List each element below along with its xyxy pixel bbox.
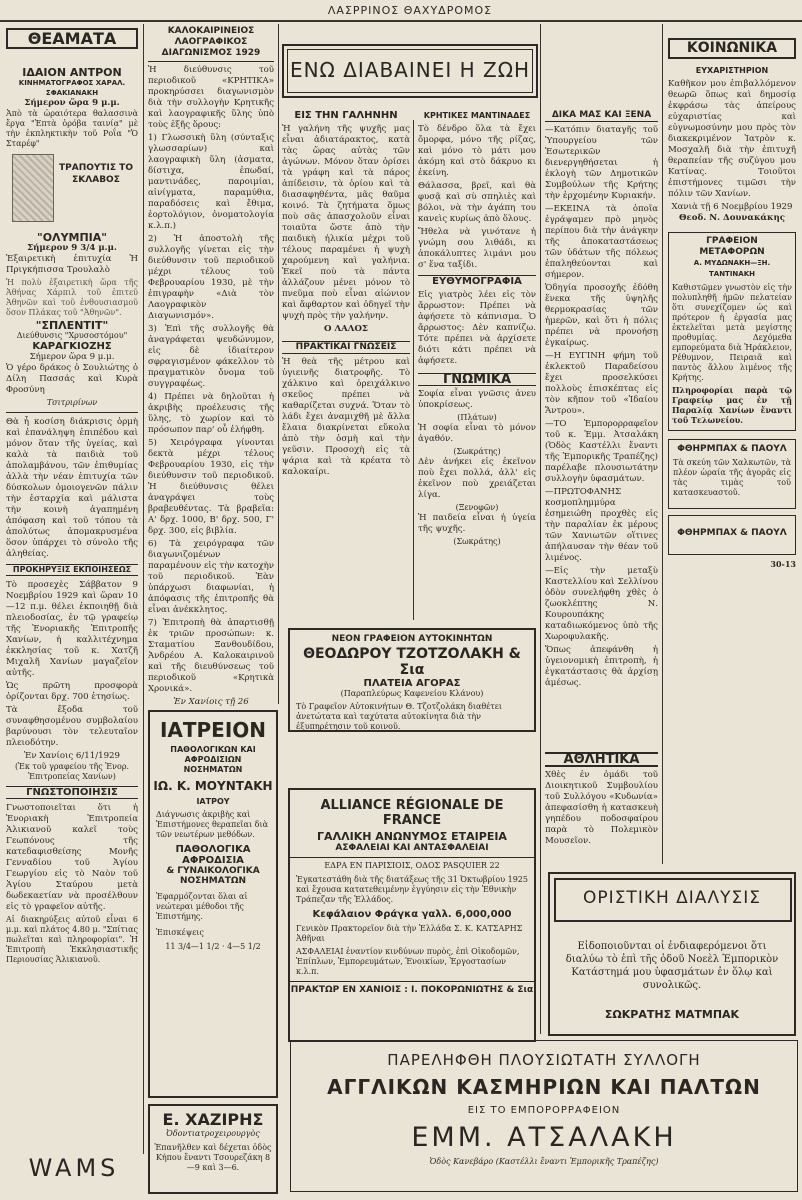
verse: Τὸ δένδρο ὅλα τὰ ἔχει ὄμορφα, μόνο τῆς ρίζας, καὶ μόνο τὸ μάτι μου ἀκόμη καὶ στὸ δάκρυο κι ἐκείνη.	[418, 124, 536, 178]
ad-number: 30-13	[770, 559, 796, 569]
masthead: ΛΑΣΡΡΙΝΟΣ ΘΑΧΥΔΡΟΜΟΣ	[327, 4, 493, 17]
news-item: —Εἰς τὴν μεταξὺ Καστελλίου καὶ Σελλίνου ὁδὸν συνελήφθη χθὲς ὁ ζωοκλέπτης Ν. Κουρουπάκης καταδιωκόμενος ὑπὸ τῆς Χωροφυλακῆς.	[545, 566, 658, 642]
notice-title: ΓΝΩΣΤΟΠΟΙΗΣΙΣ	[6, 786, 138, 799]
cinema-time: Σήμερον 9 3/4 μ.μ.	[27, 243, 117, 253]
column-theatre	[6, 26, 138, 1196]
paragraph: 2) Ἡ ἀποστολὴ τῆς συλλογῆς γίνεται εἰς τὴν διεύθυνσιν τοῦ περιοδικοῦ μέχρι τέλους τοῦ Φεβρουαρίου 1930, μὲ τὴν ἐπιγραφὴν «Διὰ τὸν Λαογραφικὸν Διαγωνισμόν».	[148, 234, 274, 321]
insurance-company: ALLIANCE RÉGIONALE DE FRANCE	[320, 798, 504, 828]
theatre2-title: "ΣΠΛΕΝΤΙΤ"	[35, 319, 109, 332]
verse: Ἤθελα νὰ γινότανε ἡ γνώμη σου λιθάδι, κι ἀποκάλυπτες λιμάνι μου σ' ἕνα ταξίδι.	[418, 227, 536, 270]
column-sports	[545, 752, 658, 862]
notice-text: Γνωστοποιεῖται ὅτι ἡ Ἐνοριακὴ Ἐπιτροπεία Ἁλικιανοῦ καλεῖ τοὺς Γεωπόνους τῆς κατεδαφισθείσης Μονῆς Γενναδίου τοῦ Ἁγίου Γεωργίου εἰς τὸ Ναὸν τοῦ Ἁγίου Σταύρου μετὰ δωδεκαετίαν νὰ προσέλθουν εἰς τὸ γραφεῖον αὐτῆς.	[6, 803, 138, 912]
clinic-text: Διάγνωσις ἀκριβὴς καὶ Ἐπιστήμονες θεραπεῖαι διὰ τῶν νεωτέρων μεθόδων.	[156, 810, 268, 839]
news-item: —Κατόπιν διαταγῆς τοῦ Ὑπουργείου τῶν Ἐσωτερικῶν διενεργηθήσεται ἡ ἐκλογὴ τῶν Δημοτικῶν Συμβούλων τῆς Κρήτης τὴν ἐρχομένην Κυριακήν.	[545, 125, 658, 201]
paragraph: Ἡ γαλήνη τῆς ψυχῆς μας εἶναι ἀδιατάρακτος, κατὰ τὰς ὥρας αὐτὰς τῶν ἀγώνων. Μόνον ὅταν ὁρίσει τὰ γράφη καὶ τὰ πάρος ἀπίδεισιν, τὰ ὁρίου καὶ τὰ διασαφηθέντα, μᾶς θαῦμα κοινό. Τὰ ζητήματα ὅμως ποὺ σᾶς ἀπασχολοῦν εἶναι τοιαῦτα ὥστε ἀπὸ τὴν παιδικὴ ἡλικία μέχρι τοῦ τέλους παραμένει ἡ ψυχὴ χαρούμενη καὶ γαλήνια. Ἐκεῖ ποὺ τὰ πάντα ἀλλάζουν μένει μόνον τὸ πνεῦμα ποὺ εἶναι αἰώνιον καὶ ἄφθαρτον καὶ ὁδηγεῖ τὴν ψυχὴ πρὸς τὴν γαλήνην.	[282, 124, 410, 321]
show-text: Ἀπὸ τὰ ὡραιότερα θαλασσινὰ ἔργα "Ἑπτὰ ὁρόβα ταινία" μὲ τὴν ἐκπληκτικὴν τοῦ Ροΐα "Ὁ Σταρέφ"	[6, 109, 138, 148]
clinic-service: ΠΑΘΟΛΟΓΙΚΑ	[175, 844, 251, 855]
wams-logo: WAMS	[28, 1154, 120, 1182]
doctor-role: ΙΑΤΡΟΥ	[196, 797, 230, 806]
closing-text: Εἰδοποιοῦνται οἱ ἐνδιαφερόμενοι ὅτι διαλύω τὸ ἐπὶ τῆς ὁδοῦ Νοεὲλ Ἐμπορικὸν Κατάστημά μου ὑφασμάτων ἐν ὅλῳ καὶ συνολικῶς.	[565, 941, 779, 991]
theatre-subtitle: ΚΙΝΗΜΑΤΟΓΡΑΦΟΣ ΧΑΡΑΛ. ΣΦΑΚΙΑΝΑΚΗ	[18, 79, 126, 97]
shop-title: ΦΘΗΡΜΠΑΧ & ΠΑΟΥΛ	[677, 444, 787, 454]
paragraph: 7) Ἐπιτροπὴ θὰ ἀπαρτισθῇ ἐκ τριῶν προσώπων: κ. Σταματίου Ξανθουδίδου, Ἀνδρέου Α. Καλοκαιρινοῦ καὶ τῆς διευθύνσεως τοῦ περιοδικοῦ «Κρητικὰ Χρονικά».	[148, 618, 274, 694]
clinic-subtitle: ΠΑΘΟΛΟΓΙΚΩΝ ΚΑΙ ΑΦΡΟΔΙΣΙΩΝ ΝΟΣΗΜΑΤΩΝ	[170, 745, 256, 774]
subsection-title: ΓΝΩΜΙΚΑ	[418, 373, 536, 386]
cinema-title: "ΟΛΥΜΠΙΑ"	[36, 231, 108, 244]
tailor-line-3: ΕΙΣ ΤΟ ΕΜΠΟΡΟΡΡΑΦΕΙΟΝ	[467, 1105, 621, 1116]
maxim-author: (Ξενοφῶν)	[455, 503, 499, 512]
paragraph: 1) Γλωσσικὴ ὕλη (σύνταξις γλωσσαρίων) καὶ λαογραφικὴ ὕλη (ἀσματα, δίστιχα, ἐπωδαί, μαντινάδες, παροιμίαι, αἰνίγματα, παραμύθια, παραδόσεις καὶ ἔθιμα, ἑορτολόγιον, ὀνοματολογία κ.λ.π.)	[148, 133, 274, 231]
news-item: Ὅπως ἀπεφάνθη ἡ ὑγειονομικὴ ἐπιτροπὴ, ἡ ἐγκατάστασις θὰ ἀρχίσῃ ἀμέσως.	[545, 645, 658, 688]
maxim-author: (Σωκράτης)	[453, 537, 501, 546]
paragraph: 5) Χειρόγραφα γίνονται δεκτὰ μέχρι τέλους Φεβρουαρίου 1930, εἰς τὴν διεύθυνσιν τοῦ περιοδικοῦ. Ἡ διεύθυνσις θέλει ἀναγράψει τοὺς βραβευθέντας. Τὰ βραβεῖα: Α' δρχ. 1000, Β' δρχ. 500, Γ' δρχ. 300, εἰς βιβλία.	[148, 438, 274, 536]
rule	[6, 412, 138, 413]
subsection-title: ΕΙΣ ΤΗΝ ΓΑΛΗΝΗΝ	[294, 110, 398, 121]
divider	[662, 24, 663, 864]
divider	[278, 24, 279, 704]
clinic-hours-label: Ἐπισκέψεις	[156, 928, 204, 937]
section-heading: ΔΙΚΑ ΜΑΣ ΚΑΙ ΞΕΝΑ	[545, 110, 658, 122]
column-life	[282, 110, 410, 614]
shop-advert-2	[668, 515, 796, 555]
maxim: Σοφία εἶναι γνῶσις ἀνευ ὑποκρίσεως.	[418, 389, 536, 410]
body-text: Θὰ ἦ κοσίση διάκρισις ὁρμὴ καὶ ἐπανάληψη ἐπιπέδου καὶ μόνον ὅταν τῆς ὑγείας, καὶ καλὰ τὰ παιδιὰ τοῦ ἀπολαμβάνου, τῶν ἐπιθυμίας ἀλλὰ τὴν νέαν ἐπιτυχία τῶν δύσκολων ὁμοιογενῶν πάλιν τὴν ἐσταρχία καὶ μάλιστα τὴν κοινὴ ἀγαπημένη ἀπόφαση καὶ τοῦ τόπου τὰ ἀπολύτως ἀπομακρυσμένα ὅσον ὑπάρχει τὸ σύνολο τῆς ἀληθείας.	[6, 417, 138, 559]
portrait-illustration	[12, 154, 54, 222]
sports-item: Χθὲς ἐν ὁμάδι τοῦ Διοικητικοῦ Συμβουλίου τοῦ Συλλόγου «Κυδωνία» ἀπεφασίσθη ἡ κατασκευὴ γηπέδου ποδοσφαίρου παρὰ τὸ Πολεμικὸν Μουσεῖον.	[545, 770, 658, 846]
divider	[413, 120, 414, 620]
cinema-text: Ἐξαιρετικὴ ἐπιτυχία Ἡ Πριγκήπισσα Τρουλαλὸ	[6, 254, 138, 275]
taxi-office-advert	[288, 628, 536, 732]
clinic-text-2: Ἐφαρμόζονται ὅλαι αἱ νεώτεραι μέθοδοι τῆς Ἐπιστήμης.	[156, 892, 248, 921]
announcement-office: (Ἐκ τοῦ γραφείου τῆς Ἐνορ. Ἐπιτροπείας Χανίων)	[14, 762, 130, 781]
paragraph: Ἡ θεὰ τῆς μέτρου καὶ ὑγιεινῆς διατροφῆς. Τὸ χάλκινο καὶ ὀρειχάλκινο σκεῦος πρέπει νὰ καθαρίζεται συχνά. Ὅταν τὸ λάδι ἔχει ἀναμιχθῆ μὲ ἄλλα ἔλαια διακρίνεται εὔκολα ἀπὸ τὴν ὀσμὴ καὶ τὴν γεῦσιν. Προσοχὴ εἰς τὰ ψάρια καὶ τὰ κρέατα τὸ καλοκαίρι.	[282, 357, 410, 477]
paragraph: 3) Ἐπὶ τῆς συλλογῆς θὰ ἀναγράφεται ψευδώνυμον, εἰς δὲ ἰδιαίτερον σφραγισμένον φάκελλον τὸ πραγματικὸν ὄνομα τοῦ συγγραφέως.	[148, 324, 274, 389]
insurance-advert	[288, 788, 536, 1042]
subsection-title: ΕΥΧΑΡΙΣΤΗΡΙΟΝ	[695, 66, 769, 75]
notice-text-2: Αἱ διακηρύξεις αὐτοῦ εἶναι 6 μ.μ. καὶ πλάτος 4.80 μ. "Σπίτιας πωλεῖται καὶ πληροφορίαι". Ἡ Ἐπιτροπὴ Ἐκκλησιαστικῆς Περιουσίας Ἁλικιανοῦ.	[6, 915, 138, 964]
shop-title: ΦΘΗΡΜΠΑΧ & ΠΑΟΥΛ	[677, 528, 787, 538]
maxim-author: (Πλάτων)	[457, 413, 497, 422]
paragraph: Ἡ διεύθυνσις τοῦ περιοδικοῦ «ΚΡΗΤΙΚΑ» προκηρύσσει διαγωνισμὸν διὰ τὴν συλλογὴν Κρητικῆς καὶ λαογραφικῆς ὕλης ὑπὸ τοὺς ἑξῆς ὅρους:	[148, 65, 274, 130]
dentist-name: Ε. ΧΑΖΙΡΗΣ	[162, 1110, 264, 1129]
clinic-advert	[148, 710, 278, 1098]
subsection-title: ΚΡΗΤΙΚΕΣ ΜΑΝΤΙΝΑΔΕΣ	[423, 111, 531, 120]
news-item: —Η ΕΥΓΙΝΗ φήμη τοῦ ἐκλεκτοῦ Παραδείσου ἔχει προσελκύσει πολλοὺς ἐπισκέπτας εἰς τὸν κῆπον τοῦ «Ἰδαίου Ἄντρου».	[545, 351, 658, 416]
theatre2-direction: Διεύθυνσις "Χρυσοστόμου"	[16, 331, 128, 340]
section-heading: ΘΕΑΜΑΤΑ	[6, 28, 138, 49]
theatre-title: ΙΔΑΙΟΝ ΑΝΤΡΟΝ	[22, 66, 122, 79]
column-folklore	[148, 26, 274, 706]
clinic-service: ΑΦΡΟΔΙΣΙΑ	[182, 855, 244, 866]
announcement-text-3: Τὰ ἔξοδα τοῦ συναφθησομένου συμβολαίου βαρύνουσι τὸν τελευταῖον πλειοδότην.	[6, 705, 138, 748]
subsection-title: ΠΡΑΚΤΙΚΑΙ ΓΝΩΣΕΙΣ	[282, 341, 410, 354]
signature-date: Ἐν Χανίοις τῇ 26	[173, 697, 249, 706]
insurance-text: Ἐγκατεστάθη διὰ τῆς διατάξεως τῆς 31 Ὀκτωβρίου 1925 καὶ ἔχουσα κατατεθειμένην ἐγγύησιν εἰς τὴν Ἐθνικὴν Τράπεζαν τῆς Ἑλλάδος.	[296, 875, 528, 904]
maxim: Δὲν ἀνήκει εἰς ἐκεῖνον ποὺ ἔχει πολλά, ἀλλ' εἰς ἐκεῖνον ποὺ χρειάζεται λίγα.	[418, 457, 536, 500]
cinema-note: Ἡ πολὺ ἐξαιρετικὴ ὥρα τῆς Ἀθήνας Χάρπιλ τοῦ ἐπιτεῦ Ἀθηνῶν καὶ τοῦ ἐνθουσιασμοῦ ὅσον Πλάκας τοῦ "Ἀθηνῶν".	[6, 278, 138, 317]
karagiozis-text: Ὁ γέρο δράκος ὁ Σουλιώτης ὁ Δίλη Πασσάς καὶ Κυρὰ Φροσύνη	[6, 363, 138, 395]
banner-box	[282, 44, 538, 98]
paragraph: Καθῆκον μου ἐπιβαλλόμενον θεωρῶ ὅπως καὶ δημοσίᾳ ἐκφράσω τὰς ἀπείρους εὐχαριστίας καὶ εὐγνωμοσύνην μου πρὸς τὸν διακεκριμένον Ἰατρὸν κ. Μοσχαλῆ διὰ τὴν ἐπιτυχῆ θεραπείαν τῆς συζύγου μου Κατίνας. Τοιοῦτοι ἐπιστήμονες τιμῶσι τὴν πόλιν τῶν Χανίων.	[668, 79, 796, 199]
transport-text: Καθιστῶμεν γνωστὸν εἰς τὴν πολυπληθῆ ἡμῶν πελατείαν ὅτι συνεχίζομεν ὡς καὶ πρότερον ἡ ἐργασία μας ἐκτελεῖται μετὰ μεγίστης προθυμίας. Δεχόμεθα εμπορεύματα διὰ Ἡράκλειον, Ρέθυμνον, Πειραιᾶ καὶ παντὸς ἄλλου λιμένος τῆς Κρήτης.	[672, 283, 792, 382]
closing-sale-advert	[548, 872, 796, 1036]
news-item: —ΤΟ Ἐμπορορραφεῖον τοῦ κ. Ἐμμ. Ἀτσαλάκη (Ὁδὸς Καστέλλι ἔναντι τῆς Ἐμπορικῆς Τραπέζης) παρέλαβε πλουσιωτάτην συλλογὴν ὑφασμάτων.	[545, 419, 658, 484]
clinic-hours: 11 3/4—1 1/2 · 4—5 1/2	[165, 942, 261, 951]
insurance-address: ΕΔΡΑ ΕΝ ΠΑΡΙΣΙΟΙΣ, ΟΔΟΣ PASQUIER 22	[290, 857, 534, 871]
news-item: Ὁδηγία προσοχῆς ἐδόθη ἕνεκα τῆς ὑψηλῆς θερμοκρασίας τῶν ἡμερῶν, καὶ ὅτι ἡ πόλις πρέπει νὰ προνοήσῃ ἐγκαίρως.	[545, 283, 658, 348]
transport-sub: Α. ΜΥΔΩΝΑΚΗ—ΞΗ. ΤΑΝΤΙΝΑΚΗ	[693, 259, 771, 278]
paragraph: 4) Πρέπει νὰ δηλοῦται ἡ ἀκριβὴς προέλευσις τῆς ὕλης, τὸ χωρίον καὶ τὸ πρόσωπον παρ' οὗ ἐλήφθη.	[148, 392, 274, 435]
dentist-advert	[148, 1104, 278, 1194]
insurance-sub-2: ΑΣΦΑΛΕΙΑΙ ΚΑΙ ΑΝΤΑΣΦΑΛΕΙΑΙ	[335, 843, 489, 853]
film-advert-image	[6, 152, 138, 224]
transport-title: ΓΡΑΦΕΙΟΝ ΜΕΤΑΦΟΡΩΝ	[699, 236, 765, 257]
announcement-text: Τὸ προσεχὲς Σάββατον 9 Νοεμβρίου 1929 καὶ ὥραν 10—12 π.μ. θέλει ἐκποιηθῇ διὰ πλειοδοσίας, ἐν τῷ γραφείῳ τῆς Ἐνοριακῆς Ἐπιτροπῆς Χανίων, ἡ καλλιτέχνημα ἐκκλησίας τοῦ κ. Χατζῆ Μιχαλῆ Χανίων μαγαζεῖον αὐτῆς.	[6, 580, 138, 678]
insurance-text-2: Γενικὸν Πρακτορεῖον διὰ τὴν Ἑλλάδα Σ. Κ. ΚΑΤΣΑΡΗΣ Ἀθῆναι	[296, 924, 523, 943]
closing-sign: ΣΩΚΡΑΤΗΣ ΜΑΤΜΠΑΚ	[604, 1008, 740, 1021]
section-heading: ΚΑΛΟΚΑΙΡΙΝΕΙΟΣ ΛΑΟΓΡΑΦΙΚΟΣ ΔΙΑΓΩΝΙΣΜΟΣ 1929	[148, 26, 274, 62]
tailor-line-2: ΑΓΓΛΙΚΩΝ ΚΑΣΜΗΡΙΩΝ ΚΑΙ ΠΑΛΤΩΝ	[327, 1075, 761, 1099]
verse: Θάλασσα, βρεῖ, καὶ θὰ φυσᾷ καὶ σὺ σπηλιὲς καὶ βόλοι, νὰ τὴν ἀγάπη του κανεὶς κυρίως ἀπὸ ὅλους.	[418, 181, 536, 224]
taxi-company: ΘΕΟΔΩΡΟΥ ΤΖΟΤΖΟΛΑΚΗ & Σια	[303, 646, 521, 678]
announcement-text-2: Ὡς πρῶτη προσφορὰ ὁρίζονται δρχ. 700 ἐτησίως.	[6, 681, 138, 702]
divider	[143, 24, 144, 1154]
taxi-top: ΝΕΟΝ ΓΡΑΦΕΙΟΝ ΑΥΤΟΚΙΝΗΤΩΝ	[331, 634, 493, 644]
shop-advert-1	[668, 439, 796, 509]
insurance-agent: ΠΡΑΚΤΩΡ ΕΝ ΧΑΝΙΟΙΣ : Ι. ΠΟΚΟΡΩΝΙΩΤΗΣ & Σια	[290, 981, 534, 995]
maxim: Ἡ σοφία εἶναι τὸ μόνον ἀγαθόν.	[418, 423, 536, 444]
sign-name: Θεοδ. Ν. Δουνακάκης	[679, 213, 785, 223]
news-item: —ΠΡΩΤΟΦΑΝΗΣ κοσμοπλημμύρα ἐσημειώθη προχθὲς εἰς τὴν παραλίαν ἐκ μέρους τῶν Χανιωτῶν οἵτινες ἀπήλαυσαν τὴν θέαν τοῦ λιμένος.	[545, 487, 658, 563]
dentist-role: Ὀδοντιατροχειρουργὸς	[166, 1129, 260, 1138]
doctor-name: ΙΩ. Κ. ΜΟΥΝΤΑΚΗ	[153, 779, 273, 793]
subsection-title: ΕΥΘΥΜΟΓΡΑΦΙΑ	[418, 275, 536, 287]
author-sign: Ο ΛΑΛΟΣ	[323, 324, 369, 334]
insurance-text-3: ΑΣΦΑΛΕΙΑΙ ἐναντίον κινδύνων πυρὸς, ἐπὶ Οἰκοδομῶν, Ἐπίπλων, Ἐμπορευμάτων, Ἐνοικίων, Ἐργοστασίων κ.λ.π.	[296, 947, 520, 976]
taxi-place: ΠΛΑΤΕΙΑ ΑΓΟΡΑΣ	[363, 678, 461, 689]
transport-advert	[668, 232, 796, 431]
maxim-author: (Σωκράτης)	[453, 447, 501, 456]
insurance-capital: Κεφάλαιον Φράγκα γαλλ. 6,000,000	[312, 909, 512, 920]
column-social	[668, 26, 796, 866]
tailor-advert	[290, 1040, 798, 1192]
tailor-address: Ὁδὸς Κανεβάρο (Καστέλλι ἔναντι Ἐμπορικῆς Τραπέζης)	[429, 1157, 659, 1166]
column-mantinades	[418, 110, 536, 620]
clinic-title: ΙΑΤΡΕΙΟΝ	[159, 718, 267, 742]
tailor-name: ΕΜΜ. ΑΤΣΑΛΑΚΗ	[411, 1122, 677, 1153]
taxi-note: (Παραπλεύρως Καφενείου Κλάνου)	[340, 689, 484, 698]
column-news	[545, 110, 658, 750]
paragraph: 6) Τὰ χειρόγραφα τῶν διαγωνιζομένων παραμένουν εἰς τὴν κατοχὴν τοῦ περιοδικοῦ. Ἐὰν ὑπάρχωσι διαφωνίαι, ἡ ἀπόφασις τῆς ἐπιτροπῆς θὰ εἶναι ἀνέκκλητος.	[148, 539, 274, 615]
karagiozis-time: Σήμερον ὥρα 9 μ.μ.	[29, 352, 115, 362]
karagiozis-sign: Τσιτριρίνων	[46, 398, 98, 407]
section-heading: ΑΘΛΗΤΙΚΑ	[545, 752, 658, 767]
dentist-text: Ἐπανῆλθεν καὶ δέχεται ὁδὸς Κήπου ἔναντι Τσουρεζάκη 8—9 καὶ 3—6.	[154, 1143, 272, 1172]
show-time: Σήμερον ὥρα 9 μ.μ.	[24, 98, 120, 108]
sign-place: Χανιὰ τῇ 6 Νοεμβρίου 1929	[671, 202, 793, 212]
tailor-line-1: ΠΑΡΕΛΗΦΘΗ ΠΛΟΥΣΙΩΤΑΤΗ ΣΥΛΛΟΓΗ	[387, 1051, 701, 1069]
divider	[540, 24, 541, 1034]
announcement-title: ΠΡΟΚΗΡΥΞΙΣ ΕΚΠΟΙΗΣΕΩΣ	[6, 564, 138, 576]
karagiozis-title: ΚΑΡΑΓΚΙΟΖΗΣ	[32, 341, 112, 352]
clinic-service: & ΓΥΝΑΙΚΟΛΟΓΙΚΑ	[166, 866, 260, 876]
taxi-text: Τὸ Γραφεῖον Αὐτοκινήτων Θ. Τζοτζολάκη διαθέτει ἀνετώτατα καὶ ταχύτατα αὐτοκίνητα διὰ τὴν ἐξυπηρέτησιν τοῦ κοινοῦ.	[296, 702, 503, 731]
announcement-sign: Ἐν Χανίοις 6/11/1929	[24, 751, 120, 761]
news-item: —ΕΚΕΙΝΑ τὰ ὁποῖα ἐγράψαμεν πρὸ μηνὸς περίπου διὰ τὴν ἀνάγκην τῆς ἀποκαταστάσεως τῶν ὑδάτων τῆς πόλεως ἐπαληθεύονται καὶ σήμερον.	[545, 204, 658, 280]
top-rule	[0, 20, 802, 22]
banner-title: ΕΝΩ ΔΙΑΒΑΙΝΕΙ Η ΖΩΗ	[289, 58, 531, 82]
closing-title: ΟΡΙΣΤΙΚΗ ΔΙΑΛΥΣΙΣ	[583, 888, 761, 908]
maxim: Ἡ παιδεία εἶναι ἡ ὑγεία τῆς ψυχῆς.	[418, 513, 536, 534]
transport-note: Πληροφορίαι παρὰ τῷ Γραφείῳ μας ἐν τῇ Παραλίᾳ Χανίων ἔναντι τοῦ Τελωνείου.	[672, 385, 792, 425]
paragraph: Εἰς γιατρὸς λέει εἰς τὸν ἄρρωστον: Πρέπει νὰ ἀφήσετε τὸ κάπνισμα. Ὁ ἄρρωστος: Δὲν καπνίζω. Τότε πρέπει νὰ ἀρχίσετε διότι κάτι πρέπει νὰ ἀφήσετε.	[418, 290, 536, 366]
shop-text: Τὰ σκεύη τῶν Χαλκωτῶν, τὰ πλέον ὡραία τῆς ἀγορᾶς εἰς τὰς τιμὰς τοῦ κατασκευαστοῦ.	[673, 458, 791, 497]
film-caption: ΤΡΑΠΟΥΤΙΣ ΤΟ ΣΚΛΑΒΟΣ	[59, 163, 133, 185]
clinic-service: ΝΟΣΗΜΑΤΩΝ	[179, 876, 247, 886]
insurance-sub: ΓΑΛΛΙΚΗ ΑΝΩΝΥΜΟΣ ΕΤΑΙΡΕΙΑ	[317, 830, 507, 843]
section-heading: ΚΟΙΝΩΝΙΚΑ	[668, 38, 796, 59]
